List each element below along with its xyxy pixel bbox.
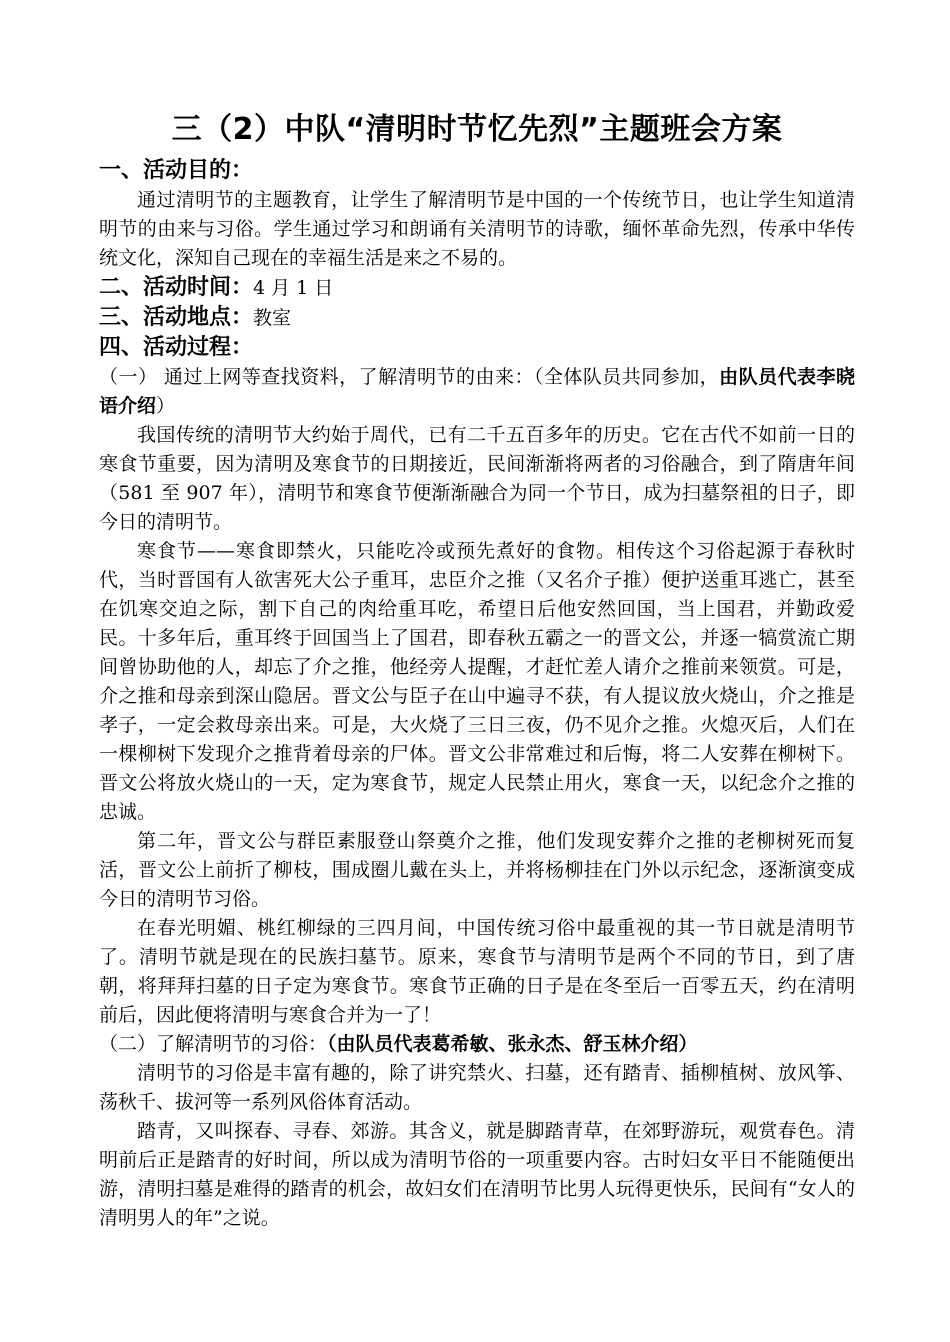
part2-intro bbox=[99, 1030, 855, 1059]
part1-paragraph: 第二年，晋文公与群臣素服登山祭奠介之推，他们发现安葬介之推的老柳树死而复活，晋文公上前折了柳枝，围成圈儿戴在头上，并将杨柳挂在门外以示纪念，逐渐演变成今日的清明节习俗。 bbox=[99, 830, 855, 910]
time-value: 4 月 1 日 bbox=[253, 277, 334, 299]
place-heading-label: 三、活动地点： bbox=[99, 305, 254, 330]
place-value: 教室 bbox=[253, 307, 292, 329]
process-heading bbox=[99, 333, 855, 363]
part2-intro-bold: （由队员代表葛希敏、张永杰、舒玉林介绍） bbox=[327, 1033, 698, 1055]
part1-intro-end: ） bbox=[156, 395, 176, 417]
time-heading bbox=[99, 273, 855, 303]
purpose-heading bbox=[99, 156, 855, 186]
purpose-text: 通过清明节的主题教育，让学生了解清明节是中国的一个传统节日，也让学生知道清明节的由来与习俗。学生通过学习和朗诵有关清明节的诗歌，缅怀革命先烈，传承中华传统文化，深知自己现在的幸福生活是来之不易的。 bbox=[99, 189, 855, 269]
part1-intro bbox=[99, 363, 855, 421]
part1-paragraph: 在春光明媚、桃红柳绿的三四月间，中国传统习俗中最重视的其一节日就是清明节了。清明节就是现在的民族扫墓节。原来，寒食节与清明节是两个不同的节日，到了唐朝，将拜拜扫墓的日子定为寒食节。寒食节正确的日子是在冬至后一百零五天，约在清明前后，因此便将清明与寒食合并为一了！ bbox=[99, 917, 855, 1026]
part1-paragraph: 寒食节——寒食即禁火，只能吃冷或预先煮好的食物。相传这个习俗起源于春秋时代，当时晋国有人欲害死大公子重耳，忠臣介之推（又名介子推）便护送重耳逃亡，甚至在饥寒交迫之际，割下自己的肉给重耳吃，希望日后他安然回国，当上国君，并勤政爱民。十多年后，重耳终于回国当上了国君，即春秋五霸之一的晋文公，并逐一犒赏流亡期间曾协助他的人，却忘了介之推，他经旁人提醒，才赶忙差人请介之推前来领赏。可是，介之推和母亲到深山隐居。晋文公与臣子在山中遍寻不获，有人提议放火烧山，介之推是孝子，一定会救母亲出来。可是，大火烧了三日三夜，仍不见介之推。火熄灭后，人们在一棵柳树下发现介之推背着母亲的尸体。晋文公非常难过和后悔，将二人安葬在柳树下。晋文公将放火烧山的一天，定为寒食节，规定人民禁止用火，寒食一天，以纪念介之推的忠诚。 bbox=[99, 540, 855, 823]
part2-paragraph: 清明节的习俗是丰富有趣的，除了讲究禁火、扫墓，还有踏青、插柳植树、放风筝、荡秋千、拔河等一系列风俗体育活动。 bbox=[99, 1062, 855, 1113]
process-heading-label: 四、活动过程： bbox=[99, 335, 254, 360]
part1-intro-text: （一） 通过上网等查找资料，了解清明节的由来：（全体队员共同参加， bbox=[99, 366, 720, 388]
place-heading bbox=[99, 303, 855, 333]
part2-intro-text: （二）了解清明节的习俗： bbox=[99, 1033, 328, 1055]
time-heading-label: 二、活动时间： bbox=[99, 275, 254, 300]
document-page bbox=[99, 108, 855, 1233]
part2-paragraph: 踏青，又叫探春、寻春、郊游。其含义，就是脚踏青草，在郊野游玩，观赏春色。清明前后正是踏青的好时间，所以成为清明节俗的一项重要内容。古时妇女平日不能随便出游，清明扫墓是难得的踏青的机会，故妇女们在清明节比男人玩得更快乐，民间有“女人的清明男人的年”之说。 bbox=[99, 1120, 855, 1229]
part1-intro-bold: 由队员代表李晓语介绍 bbox=[99, 366, 855, 417]
purpose-heading-label: 一、活动目的： bbox=[99, 158, 254, 183]
part1-paragraph: 我国传统的清明节大约始于周代，已有二千五百多年的历史。它在古代不如前一日的寒食节重要，因为清明及寒食节的日期接近，民间渐渐将两者的习俗融合，到了隋唐年间（581 至 907 年），清明节和寒食节便渐渐融合为同一个节日，成为扫墓祭祖的日子，即今日的清明节。 bbox=[99, 424, 855, 533]
document-title: 三（2）中队“清明时节忆先烈”主题班会方案 bbox=[171, 112, 783, 147]
